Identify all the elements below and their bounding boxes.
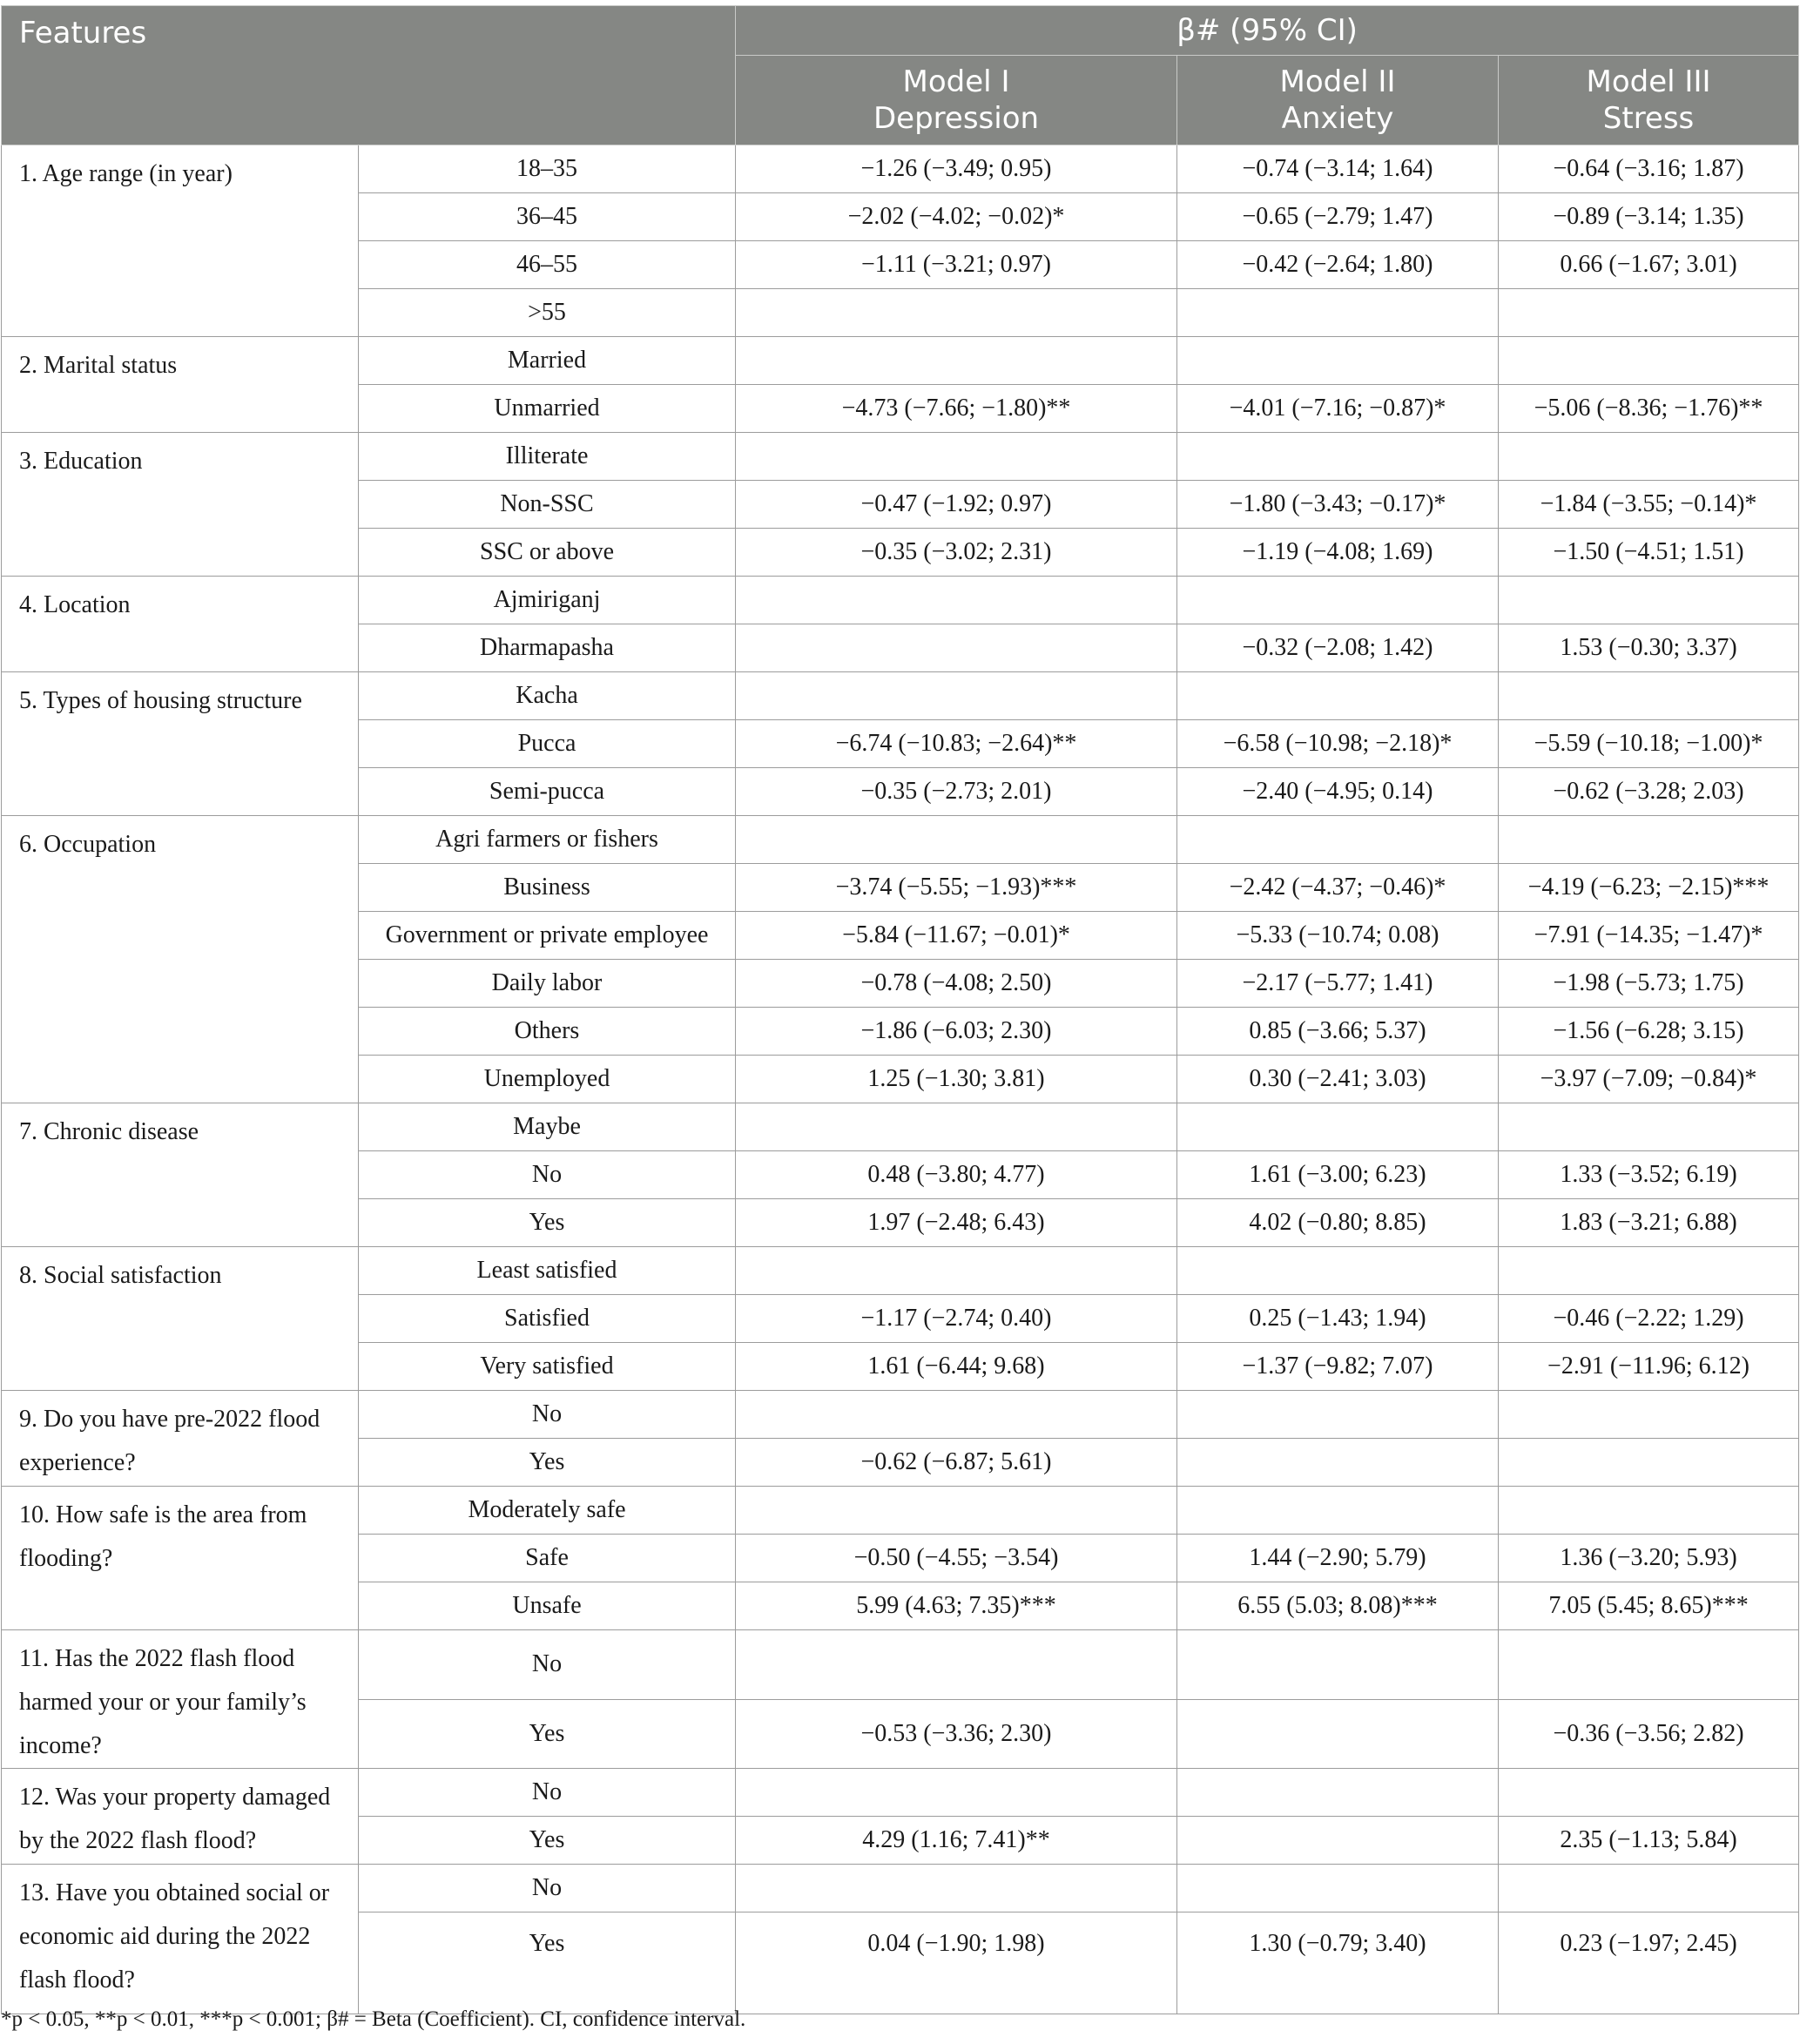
model-1-value xyxy=(736,1247,1177,1295)
model-1-value: −0.35 (−3.02; 2.31) xyxy=(736,529,1177,577)
table-header xyxy=(2,6,1799,145)
category-cell: No xyxy=(359,1151,736,1199)
category-cell: Daily labor xyxy=(359,960,736,1008)
table-row xyxy=(2,1391,1799,1439)
model-2-value xyxy=(1177,577,1499,624)
category-cell: Ajmiriganj xyxy=(359,577,736,624)
table-row xyxy=(2,433,1799,481)
model-3-value: −2.91 (−11.96; 6.12) xyxy=(1499,1343,1799,1391)
model-3-value: 1.33 (−3.52; 6.19) xyxy=(1499,1151,1799,1199)
model-2-value: −0.65 (−2.79; 1.47) xyxy=(1177,193,1499,241)
category-cell: Very satisfied xyxy=(359,1343,736,1391)
model-1-value: −1.26 (−3.49; 0.95) xyxy=(736,145,1177,193)
model-2-value xyxy=(1177,672,1499,720)
model-3-value: 1.53 (−0.30; 3.37) xyxy=(1499,624,1799,672)
category-cell: >55 xyxy=(359,289,736,337)
category-cell: Agri farmers or fishers xyxy=(359,816,736,864)
model-2-value xyxy=(1177,1630,1499,1700)
model-3-value xyxy=(1499,672,1799,720)
model-1-value: −0.78 (−4.08; 2.50) xyxy=(736,960,1177,1008)
model-2-value xyxy=(1177,1247,1499,1295)
model-1-value: −5.84 (−11.67; −0.01)* xyxy=(736,912,1177,960)
model-2-value: 1.30 (−0.79; 3.40) xyxy=(1177,1912,1499,2014)
category-cell: Yes xyxy=(359,1817,736,1865)
model-3-value xyxy=(1499,1865,1799,1912)
model-2-value xyxy=(1177,1487,1499,1535)
model-2-value: −1.19 (−4.08; 1.69) xyxy=(1177,529,1499,577)
feature-label: 2. Marital status xyxy=(2,337,359,433)
model-1-value: −0.53 (−3.36; 2.30) xyxy=(736,1699,1177,1769)
model-3-value: −1.50 (−4.51; 1.51) xyxy=(1499,529,1799,577)
model-3-value: −3.97 (−7.09; −0.84)* xyxy=(1499,1056,1799,1103)
category-cell: Non-SSC xyxy=(359,481,736,529)
model-2-value xyxy=(1177,1769,1499,1817)
model-3-value xyxy=(1499,1391,1799,1439)
model-1-value: −1.86 (−6.03; 2.30) xyxy=(736,1008,1177,1056)
category-cell: No xyxy=(359,1865,736,1912)
model-1-value xyxy=(736,816,1177,864)
feature-label: 8. Social satisfaction xyxy=(2,1247,359,1391)
table-body xyxy=(2,145,1799,2014)
model-3-value xyxy=(1499,1630,1799,1700)
feature-label: 3. Education xyxy=(2,433,359,577)
feature-label: 9. Do you have pre-2022 flood experience? xyxy=(2,1391,359,1487)
model-3-value xyxy=(1499,1247,1799,1295)
features-header: Features xyxy=(2,6,736,145)
model-3-outcome: Stress xyxy=(1602,101,1695,136)
model-3-value: 1.83 (−3.21; 6.88) xyxy=(1499,1199,1799,1247)
model-2-value xyxy=(1177,289,1499,337)
model-2-value xyxy=(1177,1865,1499,1912)
category-cell: Unmarried xyxy=(359,385,736,433)
model-3-value: −0.89 (−3.14; 1.35) xyxy=(1499,193,1799,241)
category-cell: Unemployed xyxy=(359,1056,736,1103)
feature-label: 12. Was your property damaged by the 2022 flash flood? xyxy=(2,1769,359,1865)
model-3-value: −0.62 (−3.28; 2.03) xyxy=(1499,768,1799,816)
model-2-value: −1.80 (−3.43; −0.17)* xyxy=(1177,481,1499,529)
category-cell: 18–35 xyxy=(359,145,736,193)
table-row xyxy=(2,1487,1799,1535)
model-2-value: 0.25 (−1.43; 1.94) xyxy=(1177,1295,1499,1343)
model-1-value: −0.62 (−6.87; 5.61) xyxy=(736,1439,1177,1487)
model-1-value: 4.29 (1.16; 7.41)** xyxy=(736,1817,1177,1865)
model-2-value: 0.30 (−2.41; 3.03) xyxy=(1177,1056,1499,1103)
model-2-header xyxy=(1177,56,1499,145)
model-2-outcome: Anxiety xyxy=(1281,101,1394,136)
model-1-value: −4.73 (−7.66; −1.80)** xyxy=(736,385,1177,433)
model-2-value: −0.32 (−2.08; 1.42) xyxy=(1177,624,1499,672)
model-3-value: −1.56 (−6.28; 3.15) xyxy=(1499,1008,1799,1056)
model-1-value: −1.11 (−3.21; 0.97) xyxy=(736,241,1177,289)
model-3-value: −0.46 (−2.22; 1.29) xyxy=(1499,1295,1799,1343)
model-3-value: −5.59 (−10.18; −1.00)* xyxy=(1499,720,1799,768)
model-2-value: −0.42 (−2.64; 1.80) xyxy=(1177,241,1499,289)
table-row xyxy=(2,1103,1799,1151)
model-1-value: −0.35 (−2.73; 2.01) xyxy=(736,768,1177,816)
model-1-name: Model I xyxy=(902,64,1010,99)
table-footnote: *p < 0.05, **p < 0.01, ***p < 0.001; β# = Beta (Coefficient). CI, confidence interval. xyxy=(1,2007,746,2031)
model-3-value xyxy=(1499,1487,1799,1535)
model-2-value xyxy=(1177,337,1499,385)
category-cell: Illiterate xyxy=(359,433,736,481)
model-3-value: 7.05 (5.45; 8.65)*** xyxy=(1499,1582,1799,1630)
model-1-value xyxy=(736,1769,1177,1817)
model-1-value: 0.04 (−1.90; 1.98) xyxy=(736,1912,1177,2014)
model-2-value: 1.44 (−2.90; 5.79) xyxy=(1177,1535,1499,1582)
feature-label: 4. Location xyxy=(2,577,359,672)
model-3-value: −5.06 (−8.36; −1.76)** xyxy=(1499,385,1799,433)
model-2-value: −4.01 (−7.16; −0.87)* xyxy=(1177,385,1499,433)
model-1-value: 5.99 (4.63; 7.35)*** xyxy=(736,1582,1177,1630)
category-cell: No xyxy=(359,1769,736,1817)
model-2-value: −2.17 (−5.77; 1.41) xyxy=(1177,960,1499,1008)
category-cell: Yes xyxy=(359,1439,736,1487)
model-1-value: 0.48 (−3.80; 4.77) xyxy=(736,1151,1177,1199)
model-3-value: −0.64 (−3.16; 1.87) xyxy=(1499,145,1799,193)
model-2-value xyxy=(1177,1817,1499,1865)
model-3-header xyxy=(1499,56,1799,145)
table-row xyxy=(2,672,1799,720)
model-1-value: −1.17 (−2.74; 0.40) xyxy=(736,1295,1177,1343)
model-3-value xyxy=(1499,577,1799,624)
model-2-value: 4.02 (−0.80; 8.85) xyxy=(1177,1199,1499,1247)
category-cell: Satisfied xyxy=(359,1295,736,1343)
model-1-value: 1.61 (−6.44; 9.68) xyxy=(736,1343,1177,1391)
category-cell: No xyxy=(359,1630,736,1700)
model-3-value: −0.36 (−3.56; 2.82) xyxy=(1499,1699,1799,1769)
category-cell: Business xyxy=(359,864,736,912)
model-3-value xyxy=(1499,1439,1799,1487)
category-cell: Moderately safe xyxy=(359,1487,736,1535)
regression-table xyxy=(1,5,1799,2014)
model-3-value: 1.36 (−3.20; 5.93) xyxy=(1499,1535,1799,1582)
category-cell: Least satisfied xyxy=(359,1247,736,1295)
model-3-value: −1.84 (−3.55; −0.14)* xyxy=(1499,481,1799,529)
feature-label: 11. Has the 2022 flash flood harmed your or your family’s income? xyxy=(2,1630,359,1769)
model-3-value xyxy=(1499,816,1799,864)
model-1-outcome: Depression xyxy=(873,101,1040,136)
model-1-value: −0.47 (−1.92; 0.97) xyxy=(736,481,1177,529)
model-1-value: 1.97 (−2.48; 6.43) xyxy=(736,1199,1177,1247)
category-cell: Yes xyxy=(359,1199,736,1247)
beta-ci-header: β# (95% CI) xyxy=(736,6,1799,56)
model-1-value xyxy=(736,1391,1177,1439)
model-1-value xyxy=(736,1865,1177,1912)
model-1-value xyxy=(736,624,1177,672)
model-3-value xyxy=(1499,1103,1799,1151)
table-row xyxy=(2,337,1799,385)
model-3-value: 0.66 (−1.67; 3.01) xyxy=(1499,241,1799,289)
model-2-value: −5.33 (−10.74; 0.08) xyxy=(1177,912,1499,960)
category-cell: Unsafe xyxy=(359,1582,736,1630)
feature-label: 10. How safe is the area from flooding? xyxy=(2,1487,359,1630)
model-2-value: 0.85 (−3.66; 5.37) xyxy=(1177,1008,1499,1056)
feature-label: 6. Occupation xyxy=(2,816,359,1103)
model-1-value: −3.74 (−5.55; −1.93)*** xyxy=(736,864,1177,912)
model-1-value xyxy=(736,1630,1177,1700)
category-cell: Maybe xyxy=(359,1103,736,1151)
model-3-value xyxy=(1499,433,1799,481)
model-2-value: −1.37 (−9.82; 7.07) xyxy=(1177,1343,1499,1391)
table-row xyxy=(2,1769,1799,1817)
table-row xyxy=(2,1865,1799,1912)
model-3-value: −1.98 (−5.73; 1.75) xyxy=(1499,960,1799,1008)
model-1-value xyxy=(736,1487,1177,1535)
feature-label: 7. Chronic disease xyxy=(2,1103,359,1247)
category-cell: Married xyxy=(359,337,736,385)
model-2-value: −2.42 (−4.37; −0.46)* xyxy=(1177,864,1499,912)
category-cell: Pucca xyxy=(359,720,736,768)
model-2-value: −6.58 (−10.98; −2.18)* xyxy=(1177,720,1499,768)
category-cell: No xyxy=(359,1391,736,1439)
model-1-value xyxy=(736,1103,1177,1151)
model-3-name: Model III xyxy=(1586,64,1711,99)
category-cell: SSC or above xyxy=(359,529,736,577)
model-3-value: −7.91 (−14.35; −1.47)* xyxy=(1499,912,1799,960)
category-cell: Yes xyxy=(359,1912,736,2014)
model-2-value xyxy=(1177,1391,1499,1439)
category-cell: Kacha xyxy=(359,672,736,720)
model-2-value xyxy=(1177,1103,1499,1151)
model-3-value xyxy=(1499,337,1799,385)
table-row xyxy=(2,1247,1799,1295)
table-row xyxy=(2,145,1799,193)
model-1-value: −0.50 (−4.55; −3.54) xyxy=(736,1535,1177,1582)
category-cell: Safe xyxy=(359,1535,736,1582)
model-1-header xyxy=(736,56,1177,145)
model-1-value xyxy=(736,672,1177,720)
model-3-value: 0.23 (−1.97; 2.45) xyxy=(1499,1912,1799,2014)
model-2-value: −0.74 (−3.14; 1.64) xyxy=(1177,145,1499,193)
table-row xyxy=(2,816,1799,864)
model-1-value xyxy=(736,337,1177,385)
model-3-value: 2.35 (−1.13; 5.84) xyxy=(1499,1817,1799,1865)
category-cell: Dharmapasha xyxy=(359,624,736,672)
model-2-value: 6.55 (5.03; 8.08)*** xyxy=(1177,1582,1499,1630)
model-2-value: −2.40 (−4.95; 0.14) xyxy=(1177,768,1499,816)
model-1-value: 1.25 (−1.30; 3.81) xyxy=(736,1056,1177,1103)
feature-label: 13. Have you obtained social or economic aid during the 2022 flash flood? xyxy=(2,1865,359,2014)
model-2-value xyxy=(1177,433,1499,481)
model-2-value: 1.61 (−3.00; 6.23) xyxy=(1177,1151,1499,1199)
category-cell: Semi-pucca xyxy=(359,768,736,816)
model-1-value: −6.74 (−10.83; −2.64)** xyxy=(736,720,1177,768)
category-cell: 46–55 xyxy=(359,241,736,289)
model-1-value xyxy=(736,289,1177,337)
table-row xyxy=(2,577,1799,624)
model-3-value xyxy=(1499,1769,1799,1817)
category-cell: Government or private employee xyxy=(359,912,736,960)
model-1-value xyxy=(736,577,1177,624)
model-2-value xyxy=(1177,1699,1499,1769)
feature-label: 1. Age range (in year) xyxy=(2,145,359,337)
model-3-value: −4.19 (−6.23; −2.15)*** xyxy=(1499,864,1799,912)
table-row xyxy=(2,1630,1799,1700)
feature-label: 5. Types of housing structure xyxy=(2,672,359,816)
model-1-value: −2.02 (−4.02; −0.02)* xyxy=(736,193,1177,241)
category-cell: Yes xyxy=(359,1699,736,1769)
model-1-value xyxy=(736,433,1177,481)
model-2-value xyxy=(1177,816,1499,864)
model-2-name: Model II xyxy=(1279,64,1396,99)
category-cell: 36–45 xyxy=(359,193,736,241)
model-2-value xyxy=(1177,1439,1499,1487)
category-cell: Others xyxy=(359,1008,736,1056)
model-3-value xyxy=(1499,289,1799,337)
